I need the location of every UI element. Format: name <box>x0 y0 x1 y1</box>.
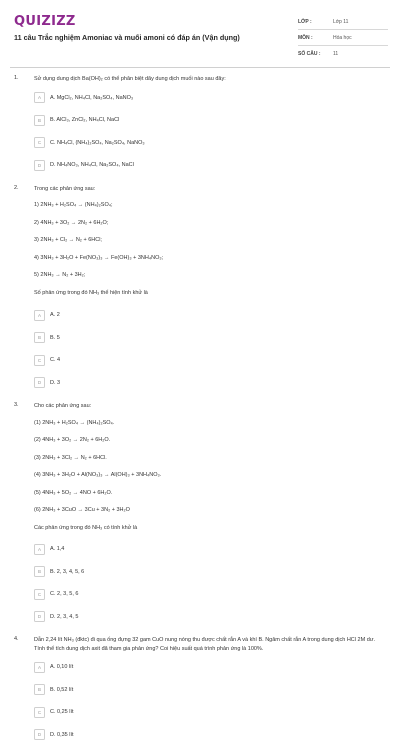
meta-row-class <box>298 14 388 30</box>
answer-option-d[interactable] <box>34 372 214 395</box>
option-letter-box: C <box>34 707 45 718</box>
reaction-statement: (3) 2NH₃ + 3Cl₂ → N₂ + 6HCl. <box>34 454 384 472</box>
option-text: C. 4 <box>50 357 60 363</box>
answer-option-d[interactable] <box>34 724 214 746</box>
option-text: C. NH₄Cl, (NH₄)₂SO₄, Na₂SO₄, NaNO₃ <box>50 140 145 146</box>
answer-option-b[interactable] <box>34 327 214 350</box>
answer-option-b[interactable] <box>34 109 214 132</box>
option-text: A. 0,10 lít <box>50 664 73 670</box>
question-number: 2. <box>14 185 19 191</box>
question-list <box>0 75 400 746</box>
reaction-statement: 4) 3NH₃ + 3H₂O + Fe(NO₃)₃ → Fe(OH)₃ + 3NH₄NO₃; <box>34 254 384 272</box>
question-text: Dẫn 2,24 lít NH₃ (đktc) đi qua ống đựng 32 gam CuO nung nóng thu được chất rắn A và khí B. Ngâm chất rắn A trong dung dịch HCl 2M dư. Tính thể tích dung dịch axit đã tham gia phản ứng? Coi hiệu suất quá trình phản ứng là 100%. <box>34 636 384 653</box>
option-letter-box: D <box>34 729 45 740</box>
question-number: 3. <box>14 402 19 408</box>
answer-options <box>34 538 384 628</box>
option-text: A. MgCl₂, NH₄Cl, Na₂SO₄, NaNO₃ <box>50 95 133 101</box>
answer-option-a[interactable] <box>34 656 214 679</box>
answer-option-b[interactable] <box>34 561 214 584</box>
meta-label: LỚP : <box>298 19 328 25</box>
option-letter-box: B <box>34 684 45 695</box>
meta-row-subject <box>298 30 388 46</box>
option-text: B. 0,52 lít <box>50 687 73 693</box>
answer-options <box>34 87 384 177</box>
answer-option-a[interactable] <box>34 304 214 327</box>
meta-label: MÔN : <box>298 35 328 41</box>
answer-option-c[interactable] <box>34 701 214 724</box>
option-letter-box: A <box>34 92 45 103</box>
option-text: D. 3 <box>50 380 60 386</box>
question-1 <box>0 75 400 177</box>
question-prompt: Số phản ứng trong đó NH₃ thể hiện tính khử là <box>34 289 384 298</box>
reaction-statement: 5) 2NH₃ → N₂ + 3H₂; <box>34 271 384 289</box>
answer-options <box>34 656 384 746</box>
meta-row-count <box>298 46 388 62</box>
answer-option-a[interactable] <box>34 538 214 561</box>
quizizz-logo: QUIZIZZ <box>14 14 76 29</box>
question-number: 1. <box>14 75 19 81</box>
reaction-statement: (5) 4NH₃ + 5O₂ → 4NO + 6H₂O. <box>34 489 384 507</box>
reaction-statement: (2) 4NH₃ + 3O₂ → 2N₂ + 6H₂O. <box>34 436 384 454</box>
page-title: 11 câu Trắc nghiệm Amoniac và muối amoni có đáp án (Vận dụng) <box>14 33 240 42</box>
option-text: D. 2, 3, 4, 5 <box>50 614 78 620</box>
option-letter-box: A <box>34 662 45 673</box>
reaction-statement: 2) 4NH₃ + 3O₂ → 2N₂ + 6H₂O; <box>34 219 384 237</box>
option-letter-box: B <box>34 566 45 577</box>
reaction-statement: 3) 2NH₃ + Cl₂ → N₂ + 6HCl; <box>34 236 384 254</box>
meta-label: SỐ CÂU : <box>298 51 328 57</box>
option-letter-box: B <box>34 115 45 126</box>
meta-value: Lớp 11 <box>328 19 388 25</box>
reaction-statement: 1) 2NH₃ + H₂SO₄ → (NH₄)₂SO₄; <box>34 201 384 219</box>
option-text: B. AlCl₃, ZnCl₂, NH₄Cl, NaCl <box>50 117 119 123</box>
reaction-statement: (6) 2NH₃ + 3CuO → 3Cu + 3N₂ + 3H₂O <box>34 506 384 524</box>
option-letter-box: A <box>34 544 45 555</box>
answer-option-c[interactable] <box>34 132 214 155</box>
meta-value: 11 <box>328 51 388 57</box>
option-text: D. 0,35 lít <box>50 732 74 738</box>
option-text: D. NH₄NO₃, NH₄Cl, Na₂SO₄, NaCl <box>50 162 134 168</box>
answer-option-b[interactable] <box>34 679 214 702</box>
question-number: 4. <box>14 636 19 642</box>
answer-option-d[interactable] <box>34 606 214 629</box>
option-letter-box: B <box>34 332 45 343</box>
option-letter-box: D <box>34 377 45 388</box>
answer-option-d[interactable] <box>34 154 214 177</box>
question-text: Trong các phản ứng sau: <box>34 185 384 194</box>
meta-table <box>298 14 388 62</box>
question-text: Cho các phản ứng sau: <box>34 402 384 411</box>
header-divider <box>10 67 390 68</box>
option-letter-box: A <box>34 310 45 321</box>
option-text: B. 5 <box>50 335 60 341</box>
question-4 <box>0 636 400 746</box>
option-text: A. 1,4 <box>50 546 64 552</box>
option-letter-box: D <box>34 160 45 171</box>
option-letter-box: C <box>34 137 45 148</box>
reaction-statement: (4) 3NH₃ + 3H₂O + Al(NO₃)₃ → Al(OH)₃ + 3NH₄NO₃. <box>34 471 384 489</box>
option-letter-box: C <box>34 589 45 600</box>
option-text: B. 2, 3, 4, 5, 6 <box>50 569 84 575</box>
answer-option-a[interactable] <box>34 87 214 110</box>
option-text: A. 2 <box>50 312 60 318</box>
option-text: C. 2, 3, 5, 6 <box>50 591 78 597</box>
answer-option-c[interactable] <box>34 583 214 606</box>
question-2 <box>0 185 400 395</box>
question-prompt: Các phản ứng trong đó NH₃ có tính khử là <box>34 524 384 533</box>
option-letter-box: C <box>34 355 45 366</box>
answer-options <box>34 304 384 394</box>
meta-value: Hóa học <box>328 35 388 41</box>
question-3 <box>0 402 400 628</box>
worksheet-header <box>0 0 400 70</box>
option-letter-box: D <box>34 611 45 622</box>
reaction-statement: (1) 2NH₃ + H₂SO₄ → (NH₄)₂SO₄. <box>34 419 384 437</box>
option-text: C. 0,25 lít <box>50 709 74 715</box>
answer-option-c[interactable] <box>34 349 214 372</box>
question-text: Sử dụng dung dịch Ba(OH)₂ có thể phân biệt dãy dung dịch muối nào sau đây: <box>34 75 384 84</box>
